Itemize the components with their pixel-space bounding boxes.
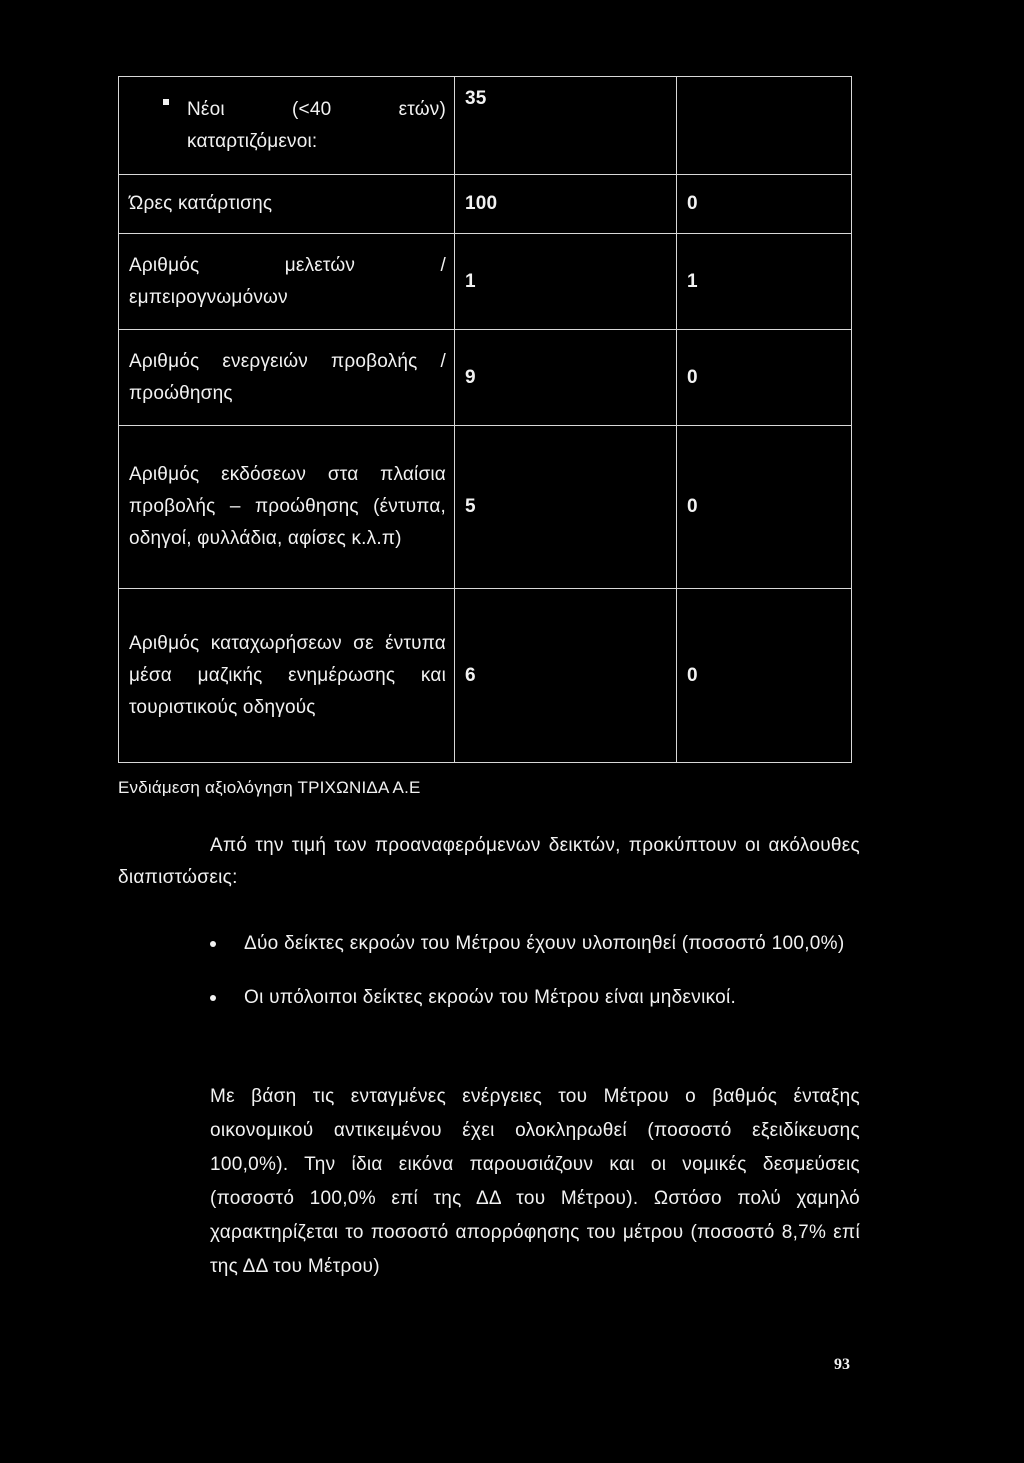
value-cell: 0 [677, 330, 852, 426]
value-cell: 0 [677, 426, 852, 589]
table-row [119, 77, 852, 175]
table-row [119, 175, 852, 234]
row-label: Αριθμός μελετών / εμπειρογνωμόνων [119, 234, 455, 330]
value-cell: 1 [455, 234, 677, 330]
value-cell: 9 [455, 330, 677, 426]
table-row [119, 330, 852, 426]
table-row [119, 589, 852, 763]
indicators-table [118, 76, 852, 763]
table-row [119, 234, 852, 330]
row-label: Αριθμός εκδόσεων στα πλαίσια προβολής – προώθησης (έντυπα, οδηγοί, φυλλάδια, αφίσες κ.λ.π) [119, 426, 455, 589]
list-item: Οι υπόλοιποι δείκτες εκροών του Μέτρου είναι μηδενικοί. [210, 982, 860, 1014]
value-cell: 6 [455, 589, 677, 763]
page-number: 93 [834, 1356, 850, 1373]
table-caption: Ενδιάμεση αξιολόγηση ΤΡΙΧΩΝΙΔΑ Α.Ε [118, 778, 421, 797]
row-label: Νέοι (<40 ετών) καταρτιζόμενοι: [119, 77, 455, 175]
value-cell: 0 [677, 589, 852, 763]
table-row [119, 426, 852, 589]
list-item: Δύο δείκτες εκροών του Μέτρου έχουν υλοποιηθεί (ποσοστό 100,0%) [210, 928, 860, 960]
intro-paragraph: Από την τιμή των προαναφερόμενων δεικτών, προκύπτουν οι ακόλουθες διαπιστώσεις: [118, 835, 860, 888]
value-cell: 5 [455, 426, 677, 589]
row-label: Ώρες κατάρτισης [119, 175, 455, 234]
row-label: Αριθμός καταχωρήσεων σε έντυπα μέσα μαζικής ενημέρωσης και τουριστικούς οδηγούς [119, 589, 455, 763]
row-label: Αριθμός ενεργειών προβολής / προώθησης [119, 330, 455, 426]
bullet-icon [210, 941, 216, 947]
findings-list [210, 928, 860, 1014]
value-cell: 35 [455, 77, 677, 175]
value-cell [677, 77, 852, 175]
value-cell: 1 [677, 234, 852, 330]
square-bullet-icon [163, 99, 169, 105]
conclusion-paragraph: Με βάση τις ενταγμένες ενέργειες του Μέτρου ο βαθμός ένταξης οικονομικού αντικειμένου έχει ολοκληρωθεί (ποσοστό εξειδίκευσης 100,0%). Την ίδια εικόνα παρουσιάζουν και οι νομικές δεσμεύσεις (ποσοστό 100,0% επί της ΔΔ του Μέτρου). Ωστόσο πολύ χαμηλό χαρακτηρίζεται το ποσοστό απορρόφησης του μέτρου (ποσοστό 8,7% επί της ΔΔ του Μέτρου) [210, 1086, 860, 1277]
value-cell: 0 [677, 175, 852, 234]
bullet-icon [210, 995, 216, 1001]
value-cell: 100 [455, 175, 677, 234]
